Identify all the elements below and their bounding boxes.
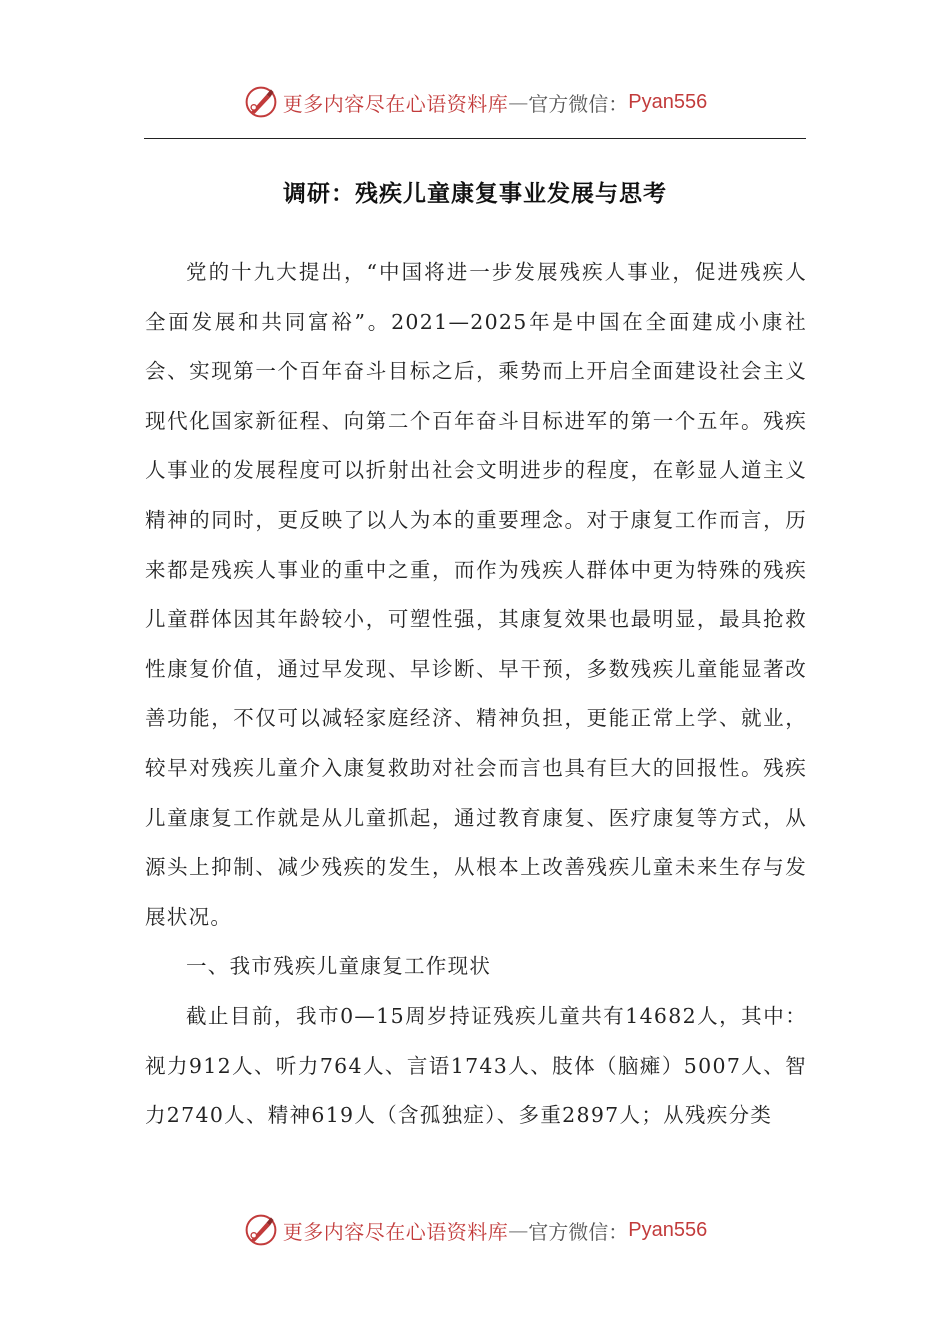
- pen-logo-icon: [243, 84, 279, 120]
- header-rule: [144, 138, 806, 139]
- watermark-text: 更多内容尽在心语资料库: [282, 91, 509, 116]
- header-watermark: [0, 80, 950, 124]
- footer-watermark: [0, 1208, 950, 1252]
- watermark-wechat-label: 官方微信：: [528, 91, 629, 116]
- watermark-separator: —: [508, 1218, 529, 1242]
- paragraph-intro: 党的十九大提出，“中国将进一步发展残疾人事业，促进残疾人全面发展和共同富裕”。2021—2025年是中国在全面建成小康社会、实现第一个百年奋斗目标之后，乘势而上开启全面建设社会主义现代化国家新征程、向第二个百年奋斗目标进军的第一个五年。残疾人事业的发展程度可以折射出社会文明进步的程度，在彰显人道主义精神的同时，更反映了以人为本的重要理念。对于康复工作而言，历来都是残疾人事业的重中之重，而作为残疾人群体中更为特殊的残疾儿童群体因其年龄较小，可塑性强，其康复效果也最明显，最具抢救性康复价值，通过早发现、早诊断、早干预，多数残疾儿童能显著改善功能，不仅可以减轻家庭经济、精神负担，更能正常上学、就业，较早对残疾儿童介入康复救助对社会而言也具有巨大的回报性。残疾儿童康复工作就是从儿童抓起，通过教育康复、医疗康复等方式，从源头上抑制、减少残疾的发生，从根本上改善残疾儿童未来生存与发展状况。: [145, 260, 807, 929]
- watermark-wechat-id: Pyan556: [628, 1218, 708, 1241]
- watermark-separator: —: [508, 90, 529, 114]
- watermark-wechat-label: 官方微信：: [528, 1219, 629, 1244]
- watermark-text: 更多内容尽在心语资料库: [282, 1219, 509, 1244]
- section-heading: 一、我市残疾儿童康复工作现状: [186, 954, 492, 979]
- document-title: 调研：残疾儿童康复事业发展与思考: [283, 181, 667, 207]
- document-body: [145, 248, 807, 1141]
- watermark-wechat-id: Pyan556: [628, 90, 708, 113]
- pen-logo-icon: [243, 1212, 279, 1248]
- paragraph-statistics: 截止目前，我市0—15周岁持证残疾儿童共有14682人，其中：视力912人、听力764人、言语1743人、肢体（脑瘫）5007人、智力2740人、精神619人（含孤独症）、多重2897人；从残疾分类: [145, 1003, 807, 1128]
